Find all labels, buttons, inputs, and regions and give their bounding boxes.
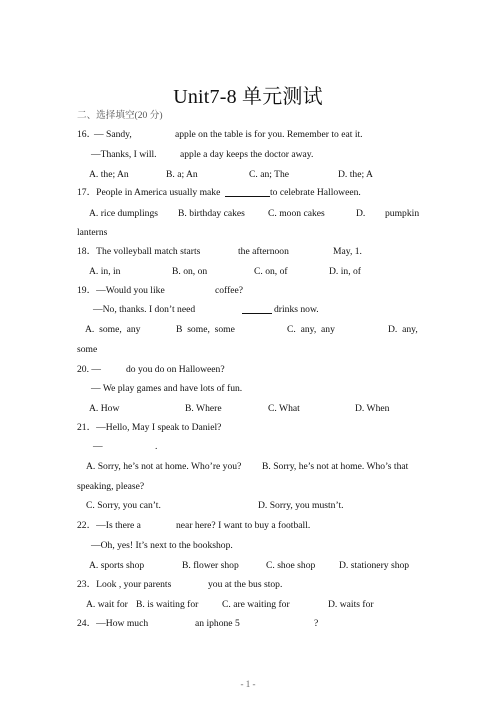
q16-option-b: B. a; An [166, 169, 198, 180]
section-heading: 二、选择填空(20 分) [77, 110, 163, 121]
q23-option-c: C. are waiting for [222, 599, 290, 610]
q19-line2-a: —No, thanks. I don’t need [93, 304, 196, 315]
q18-option-c: C. on, of [254, 266, 288, 277]
q20-option-d: D. When [355, 403, 390, 414]
q19-option-a: A. some, any [85, 324, 141, 335]
q19-option-c: C. any, any [287, 324, 335, 335]
q19-option-b: B some, some [176, 324, 235, 335]
q17-blank [225, 187, 270, 197]
q22-stem-a: 22．—Is there a [77, 520, 141, 531]
q19-wrap: some [77, 344, 98, 355]
q17-stem-b: to celebrate Halloween. [270, 187, 361, 198]
q23-stem-a: 23．Look , your parents [77, 579, 172, 590]
q21-option-b: B. Sorry, he’s not at home. Who’s that [262, 461, 409, 472]
q22-stem-b: near here? I want to buy a football. [176, 520, 311, 531]
q23-option-b: B. is waiting for [136, 599, 199, 610]
q19-option-d: D. any, [388, 324, 418, 335]
q16-line1-a: — Sandy, [94, 129, 132, 140]
q17-option-b: B. birthday cakes [178, 208, 245, 219]
q23-option-a: A. wait for [86, 599, 128, 610]
q20-option-a: A. How [89, 403, 120, 414]
page-title: Unit7-8 单元测试 [173, 86, 323, 108]
q17-option-d-text: pumpkin [385, 208, 420, 219]
q21-option-c: C. Sorry, you can’t. [86, 500, 161, 511]
q22-option-a: A. sports shop [89, 560, 145, 571]
q17-option-a: A. rice dumplings [89, 208, 159, 219]
page-number: - 1 - [240, 679, 256, 689]
q17-option-c: C. moon cakes [268, 208, 325, 219]
q18-option-d: D. in, of [329, 266, 361, 277]
q21-option-a: A. Sorry, he’s not at home. Who’re you? [86, 461, 242, 472]
q19-line2-b: drinks now. [274, 304, 319, 315]
q21-response: — [93, 441, 103, 452]
q22-answer: —Oh, yes! It’s next to the bookshop. [91, 540, 233, 551]
q21-response-end: . [155, 441, 158, 452]
q20-stem-b: do you do on Halloween? [126, 364, 225, 375]
q24-stem-a: 24．—How much [77, 618, 149, 629]
q19-line1-a: 19．—Would you like [77, 285, 165, 296]
q16-option-a: A. the; An [89, 169, 129, 180]
q20-stem-a: 20. — [77, 364, 101, 375]
q18-stem-c: May, 1. [333, 246, 362, 257]
q21-wrap: speaking, please? [77, 481, 145, 492]
q23-stem-b: you at the bus stop. [208, 579, 283, 590]
q20-option-c: C. What [268, 403, 300, 414]
q16-option-d: D. the; A [338, 169, 373, 180]
q24-stem-b: an iphone 5 [195, 618, 240, 629]
q17-wrap: lanterns [77, 227, 108, 238]
q22-option-d: D. stationery shop [339, 560, 410, 571]
q21-option-d: D. Sorry, you mustn’t. [258, 500, 344, 511]
q16-line1-b: apple on the table is for you. Remember to eat it. [175, 129, 363, 140]
q22-option-b: B. flower shop [182, 560, 239, 571]
q18-stem-a: 18．The volleyball match starts [77, 246, 201, 257]
q18-stem-b: the afternoon [238, 246, 289, 257]
q17-stem-a: 17．People in America usually make [77, 187, 221, 198]
q23-option-d: D. waits for [328, 599, 374, 610]
q19-blank [242, 304, 272, 314]
q20-option-b: B. Where [185, 403, 222, 414]
q20-answer: — We play games and have lots of fun. [91, 383, 243, 394]
q18-option-a: A. in, in [89, 266, 121, 277]
q17-option-d: D. [356, 208, 366, 219]
q16-number: 16． [77, 129, 97, 140]
q22-option-c: C. shoe shop [266, 560, 316, 571]
q16-option-c: C. an; The [249, 169, 290, 180]
q19-line1-b: coffee? [215, 285, 244, 296]
q16-line2-b: apple a day keeps the doctor away. [180, 149, 314, 160]
q16-line2-a: —Thanks, I will. [91, 149, 157, 160]
q24-stem-c: ? [314, 618, 319, 629]
q21-stem: 21．—Hello, May I speak to Daniel? [77, 422, 222, 433]
q18-option-b: B. on, on [172, 266, 208, 277]
